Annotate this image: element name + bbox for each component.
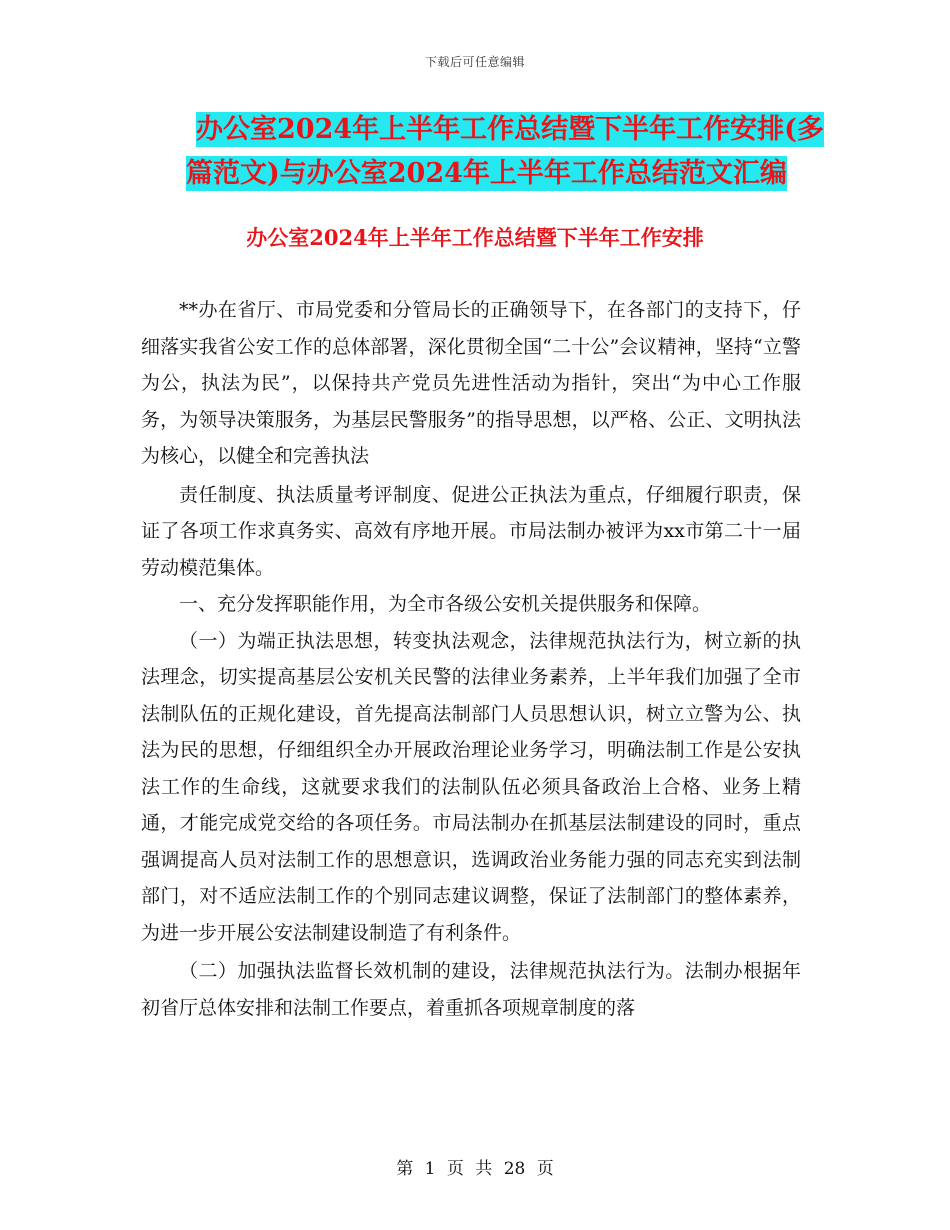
document-title <box>186 108 826 196</box>
document-title-line-1: 办公室2024年上半年工作总结暨下半年工作安排(多 <box>196 114 824 145</box>
paragraph: （一）为端正执法思想，转变执法观念，法律规范执法行为，树立新的执法理念，切实提高基层公安机关民警的法律业务素养，上半年我们加强了全市法制队伍的正规化建设，首先提高法制部门人员思想认识，树立立警为公、执法为民的思想，仔细组织全办开展政治理论业务学习，明确法制工作是公安执法工作的生命线，这就要求我们的法制队伍必须具备政治上合格、业务上精通，才能完成党交给的各项任务。市局法制办在抓基层法制建设的同时，重点强调提高人员对法制工作的思想意识，选调政治业务能力强的同志充实到法制部门，对不适应法制工作的个别同志建议调整，保证了法制部门的整体素养，为进一步开展公安法制建设制造了有利条件。 <box>141 629 801 944</box>
section-title: 办公室2024年上半年工作总结暨下半年工作安排 <box>246 225 704 250</box>
document-body <box>141 292 801 1026</box>
document-title-line-2: 篇范文)与办公室2024年上半年工作总结范文汇编 <box>186 158 787 189</box>
page-number: 第 1 页 共 28 页 <box>396 1159 554 1179</box>
paragraph: （二）加强执法监督长效机制的建设，法律规范执法行为。法制办根据年初省厅总体安排和法制工作要点，着重抓各项规章制度的落 <box>141 960 801 1019</box>
page-header-note: 下载后可任意编辑 <box>424 55 525 69</box>
paragraph: **办在省厅、市局党委和分管局长的正确领导下，在各部门的支持下，仔细落实我省公安工作的总体部署，深化贯彻全国“二十公”会议精神，坚持“立警为公，执法为民”，以保持共产党员先进性活动为指针，突出“为中心工作服务，为领导决策服务，为基层民警服务”的指导思想，以严格、公正、文明执法为核心，以健全和完善执法 <box>141 299 801 467</box>
paragraph: 一、充分发挥职能作用，为全市各级公安机关提供服务和保障。 <box>179 593 712 615</box>
paragraph: 责任制度、执法质量考评制度、促进公正执法为重点，仔细履行职责，保证了各项工作求真务实、高效有序地开展。市局法制办被评为xx市第二十一届劳动模范集体。 <box>141 483 801 579</box>
